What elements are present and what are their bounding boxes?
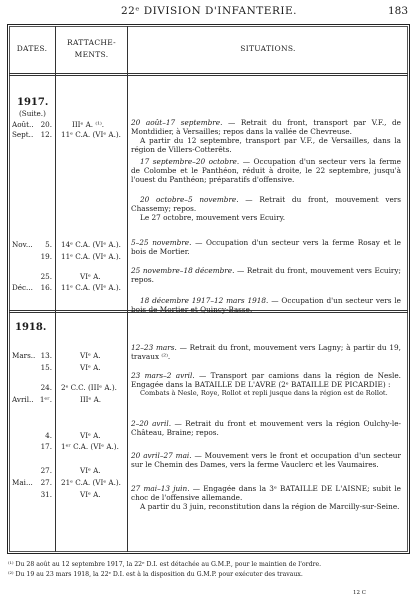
situation-entry	[131, 195, 401, 222]
situation-text: — Retrait du front, mouvement vers Chassemy; repos.	[131, 195, 402, 213]
year-1918: 1918.	[15, 322, 47, 333]
situation-entry	[131, 238, 401, 256]
row-day: 12.	[40, 130, 52, 139]
situation-text: — Retrait du front, transport par V.F., de Montdidier, à Versailles; repos dans la vallée de Chevreuse.	[131, 118, 402, 136]
page-number: 183	[387, 5, 408, 17]
page-header-title: 22ᵉ DIVISION D'INFANTERIE.	[120, 5, 298, 17]
col-header-rattachements-1: RATTACHE-	[67, 38, 116, 47]
row-day: 20.	[40, 120, 52, 129]
row-day: 27.	[40, 466, 52, 475]
col-header-rattachements-2: MENTS.	[74, 50, 109, 59]
row-day: 17.	[40, 442, 52, 451]
situation-date: 23 mars–2 avril.	[131, 371, 195, 380]
situation-date: 20 avril–27 mai.	[131, 451, 192, 460]
situation-entry	[131, 296, 401, 314]
situation-date: 18 décembre 1917–12 mars 1918.	[140, 296, 269, 305]
row-month: Sept..	[12, 130, 34, 139]
footnote: ⁽¹⁾ Du 28 août au 12 septembre 1917, la 22ᵉ D.I. est détachée au G.M.P., pour le maintien de l'ordre.	[8, 561, 322, 568]
situation-date: 20 octobre–5 novembre.	[140, 195, 239, 204]
situation-date: 17 septembre–20 octobre.	[140, 157, 240, 166]
situation-text: — Occupation d'un secteur vers le bois de Mortier et Quincy-Basse.	[131, 296, 401, 314]
row-day: 1ᵉʳ.	[39, 395, 52, 404]
row-attachment: IIIᵉ A.	[80, 395, 102, 404]
situation-entry	[131, 419, 401, 437]
row-attachment: VIᵉ A.	[80, 363, 101, 372]
row-day: 16.	[40, 283, 52, 292]
situation-text: — Occupation d'un secteur vers la ferme de Colombe et le Panthéon, réduit à droite, le 22 septembre, jusqu'à l'ouest du Panthéon; préparatifs d'offensive.	[131, 157, 401, 184]
row-day: 5.	[45, 240, 52, 249]
row-attachment: VIᵉ A.	[80, 466, 101, 475]
situation-entry	[131, 343, 401, 361]
row-day: 25.	[40, 272, 52, 281]
situation-date: 12–23 mars.	[131, 343, 177, 352]
row-month: Août..	[12, 120, 34, 129]
row-day: 4.	[45, 431, 52, 440]
row-month: Déc...	[12, 283, 33, 292]
row-attachment: 21ᵉ C.A. (VIᵉ A.).	[61, 478, 121, 487]
row-attachment: VIᵉ A.	[80, 431, 101, 440]
row-day: 15.	[40, 363, 52, 372]
situation-entry	[131, 118, 401, 154]
situation-text: — Mouvement vers le front et occupation d'un secteur sur le Chemin des Dames, vers la ferme Vauclerc et les Vaumaires.	[131, 451, 401, 469]
situation-text: — Transport par camions dans la région de Nesle. Engagée dans la BATAILLE DE L'AVRE (2ᵉ BATAILLE DE PICARDIE) :	[131, 371, 401, 389]
situation-text: — Retrait du front, mouvement vers Lagny; à partir du 19, travaux ⁽²⁾.	[131, 343, 401, 361]
situation-extra: A partir du 12 septembre, transport par V.F., de Versailles, dans la région de Villers-Cotterêts.	[131, 136, 401, 154]
row-attachment: 11ᵉ C.A. (VIᵉ A.).	[61, 252, 121, 261]
situation-date: 27 mai–13 juin.	[131, 484, 190, 493]
row-day: 19.	[40, 252, 52, 261]
row-day: 13.	[40, 351, 52, 360]
situation-extra: Le 27 octobre, mouvement vers Ecuiry.	[140, 213, 286, 222]
situation-text: — Engagée dans la 3ᵉ BATAILLE DE L'AISNE; subit le choc de l'offensive allemande.	[131, 484, 401, 502]
row-month: Mars..	[12, 351, 36, 360]
row-day: 31.	[40, 490, 52, 499]
footnote: ⁽²⁾ Du 19 au 23 mars 1918, la 22ᵉ D.I. est à la disposition du G.M.P. pour exécuter des travaux.	[8, 571, 303, 578]
situation-date: 25 novembre–18 décembre.	[131, 266, 235, 275]
situation-entry	[131, 371, 401, 398]
year-suite: (Suite.)	[19, 109, 46, 118]
year-1917: 1917.	[17, 97, 49, 108]
situation-date: 2–20 avril.	[131, 419, 172, 428]
situation-entry	[131, 157, 401, 184]
row-day: 24.	[40, 383, 52, 392]
col-header-dates: DATES.	[16, 44, 48, 53]
situation-text: — Retrait du front et mouvement vers la région Oulchy-le-Château, Braine; repos.	[131, 419, 401, 437]
row-month: Avril..	[12, 395, 34, 404]
row-attachment: 11ᵉ C.A. (VIᵉ A.).	[61, 283, 121, 292]
situation-entry	[131, 266, 401, 284]
row-attachment: VIᵉ A.	[80, 490, 101, 499]
row-attachment: VIᵉ A.	[80, 272, 101, 281]
divider-dates	[55, 26, 56, 552]
row-attachment: 2ᵉ C.C. (IIIᵉ A.).	[61, 383, 117, 392]
header-rule	[9, 73, 408, 74]
row-attachment: 11ᵉ C.A. (VIᵉ A.).	[61, 130, 121, 139]
row-month: Nov...	[12, 240, 33, 249]
header-rule-2	[9, 75, 408, 76]
col-header-situations: SITUATIONS.	[240, 44, 296, 53]
row-month: Mai...	[12, 478, 33, 487]
row-attachment: 1ᵉʳ C.A. (VIᵉ A.).	[61, 442, 119, 451]
situation-extra: Combats à Nesle, Roye, Rollot et repli jusque dans la région est de Rollot.	[140, 389, 388, 397]
situation-text: — Retrait du front, mouvement vers Ecuiry; repos.	[131, 266, 402, 284]
row-day: 27.	[40, 478, 52, 487]
printer-mark: 12 C	[353, 590, 366, 596]
situation-entry	[131, 484, 401, 511]
row-attachment: 14ᵉ C.A. (VIᵉ A.).	[61, 240, 121, 249]
situation-date: 5–25 novembre.	[131, 238, 192, 247]
row-attachment: IIIᵉ A. ⁽¹⁾.	[72, 120, 105, 129]
divider-rattachements	[127, 26, 128, 552]
situation-date: 20 août–17 septembre.	[131, 118, 223, 127]
row-attachment: VIᵉ A.	[80, 351, 101, 360]
situation-extra: A partir du 3 juin, reconstitution dans la région de Marcilly-sur-Seine.	[140, 502, 400, 511]
situation-text: — Occupation d'un secteur vers la ferme Rosay et le bois de Mortier.	[131, 238, 401, 256]
situation-entry	[131, 451, 401, 469]
